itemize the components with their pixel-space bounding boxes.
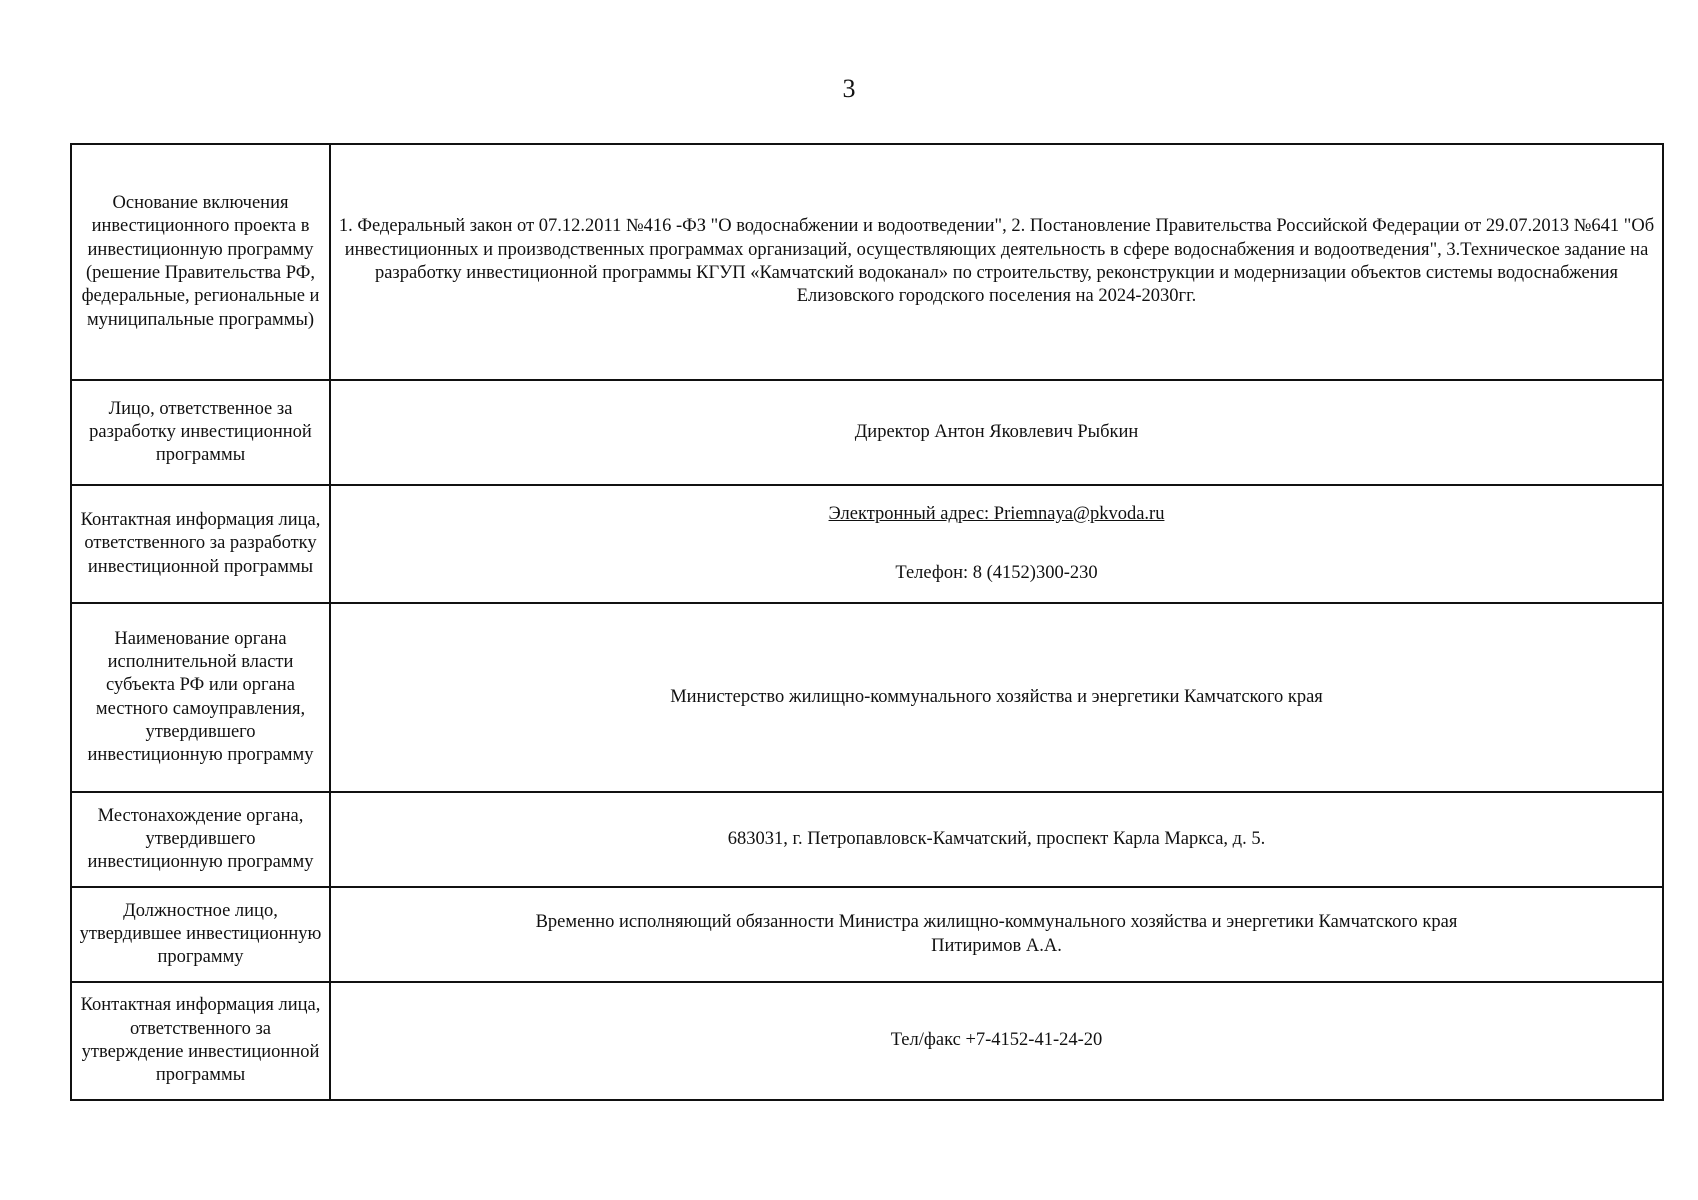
label-approval-contact: Контактная информация лица, ответственного за утверждение инвестиционной программы	[71, 982, 330, 1100]
table-row-approving-authority	[71, 603, 1663, 792]
table-row-approval-contact	[71, 982, 1663, 1100]
page-number: 3	[842, 74, 856, 103]
value-inclusion-basis: 1. Федеральный закон от 07.12.2011 №416 -ФЗ "О водоснабжении и водоотведении", 2. Постановление Правительства Российской Федерации от 29.07.2013 №641 "Об инвестиционных и производственных программах организаций, осуществляющих деятельность в сфере водоснабжения и водоотведения", 3.Техническое задание на разработку инвестиционной программы КГУП «Камчатский водоканал» по строительству, реконструкции и модернизации объектов системы водоснабжения Елизовского городского поселения на 2024-2030гг.	[330, 144, 1663, 380]
label-responsible-person: Лицо, ответственное за разработку инвестиционной программы	[71, 380, 330, 485]
table-row-inclusion-basis	[71, 144, 1663, 380]
value-approving-authority: Министерство жилищно-коммунального хозяйства и энергетики Камчатского края	[330, 603, 1663, 792]
label-approving-official: Должностное лицо, утвердившее инвестиционную программу	[71, 887, 330, 982]
official-position: Временно исполняющий обязанности Министра жилищно-коммунального хозяйства и энергетики Камчатского края	[535, 912, 1458, 933]
table-row-approving-official	[71, 887, 1663, 982]
official-name: Питиримов А.А.	[931, 935, 1062, 956]
label-inclusion-basis: Основание включения инвестиционного проекта в инвестиционную программу (решение Правительства РФ, федеральные, региональные и муниципальные программы)	[71, 144, 330, 380]
table-row-authority-location	[71, 792, 1663, 887]
email-link[interactable]: Электронный адрес: Priemnaya@pkvoda.ru	[828, 503, 1165, 524]
value-approval-contact: Тел/факс +7-4152-41-24-20	[330, 982, 1663, 1100]
value-approving-official	[330, 887, 1663, 982]
label-approving-authority: Наименование органа исполнительной власти субъекта РФ или органа местного самоуправления, утвердившего инвестиционную программу	[71, 603, 330, 792]
value-responsible-person: Директор Антон Яковлевич Рыбкин	[330, 380, 1663, 485]
value-authority-location: 683031, г. Петропавловск-Камчатский, проспект Карла Маркса, д. 5.	[330, 792, 1663, 887]
table-row-responsible-person	[71, 380, 1663, 485]
label-authority-location: Местонахождение органа, утвердившего инвестиционную программу	[71, 792, 330, 887]
label-developer-contact: Контактная информация лица, ответственного за разработку инвестиционной программы	[71, 485, 330, 603]
value-developer-contact	[330, 485, 1663, 603]
table-row-developer-contact	[71, 485, 1663, 603]
phone-text: Телефон: 8 (4152)300-230	[895, 563, 1098, 583]
investment-program-info-table	[70, 143, 1664, 1101]
